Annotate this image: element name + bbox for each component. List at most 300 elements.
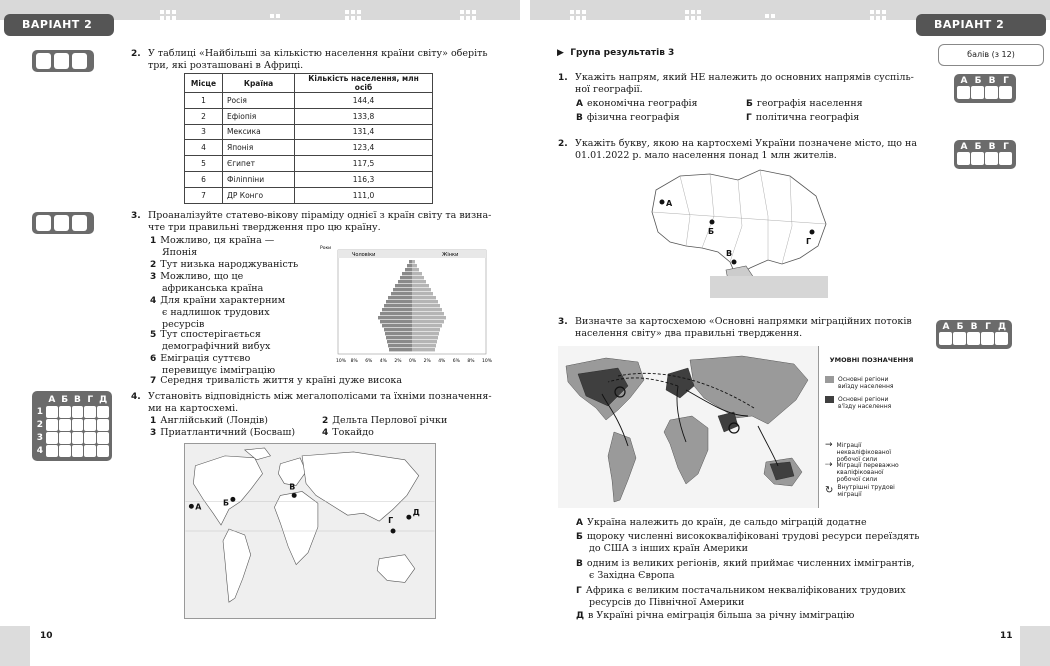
matrix-row-label: 3	[36, 433, 44, 443]
answer-box-q2	[32, 50, 94, 72]
option-text: Токайдо	[332, 427, 374, 438]
pyramid-bar	[400, 276, 412, 279]
question-2	[131, 48, 508, 72]
option-text: Англійський (Лондів)	[160, 415, 268, 426]
table-cell: 123,4	[295, 140, 433, 156]
r-q3-option-1	[576, 517, 867, 529]
answer-box-r-q2	[954, 140, 1016, 169]
table-row	[185, 156, 433, 172]
answer-column-label: А	[960, 76, 968, 86]
answer-cell[interactable]	[971, 86, 984, 99]
table-header: Місце	[185, 74, 223, 93]
q3-option-4	[150, 295, 285, 331]
answer-box-r-q3	[936, 320, 1012, 349]
pyramid-bar	[412, 336, 438, 339]
answer-cell[interactable]	[981, 332, 994, 345]
option-text: Тут спостерігається демографічний вибух	[160, 329, 271, 352]
matrix-row-label: 4	[36, 446, 44, 456]
answer-cell[interactable]	[84, 445, 96, 457]
pyramid-axis-title: Роки	[320, 246, 332, 251]
page-tab-right	[1020, 626, 1050, 666]
pyramid-bar	[412, 332, 439, 335]
legend-item	[825, 484, 913, 498]
map-label: В	[289, 482, 296, 492]
pyramid-tick-label: 8%	[350, 359, 358, 364]
map-marker	[810, 230, 815, 235]
answer-cell[interactable]	[72, 419, 84, 431]
question-text-line: чте три правильні твердження про цю країну.	[148, 222, 381, 233]
question-text-line: Укажіть букву, якою на картосхемі України позначене місто, що на	[575, 138, 917, 149]
pyramid-bar	[412, 268, 419, 271]
option-text: політична географія	[755, 112, 860, 123]
pyramid-bar	[412, 320, 444, 323]
option-letter: Д	[576, 611, 585, 621]
answer-cell[interactable]	[72, 53, 87, 69]
option-text: щороку численні висококваліфіковані трудові ресурси переїздять до США з інших країн Америки	[586, 531, 920, 554]
table-cell: 3	[185, 124, 223, 140]
answer-cell[interactable]	[971, 152, 984, 165]
option-text: Для країни характерним є надлишок трудових ресурсів	[160, 295, 286, 330]
answer-cell[interactable]	[84, 432, 96, 444]
matrix-row	[35, 432, 109, 444]
table-cell: Філіппіни	[223, 171, 295, 187]
table-cell: 5	[185, 156, 223, 172]
pyramid-bar	[405, 268, 412, 271]
q3-option-6	[150, 353, 275, 377]
matrix-column-label: Б	[61, 395, 69, 405]
answer-cell[interactable]	[54, 53, 69, 69]
pyramid-bar	[412, 296, 436, 299]
pyramid-right-label: Жінки	[442, 252, 459, 258]
question-text-line: ми на картосхемі.	[148, 403, 239, 414]
option-text: Дельта Перлової річки	[332, 415, 448, 426]
answer-column-label: В	[988, 76, 996, 86]
table-cell: Росія	[223, 93, 295, 109]
map-label: Б	[223, 498, 230, 508]
answer-cell[interactable]	[939, 332, 952, 345]
r-q1-option-a	[576, 98, 698, 110]
question-text-line: Укажіть напрям, який НЕ належить до основних напрямів суспіль-	[575, 72, 914, 83]
option-text: одним із великих регіонів, який приймає численних іммігрантів, є Західна Європа	[586, 558, 915, 581]
q4-option-3	[150, 427, 295, 439]
page-tab-left	[0, 626, 30, 666]
answer-cell[interactable]	[59, 419, 71, 431]
table-cell: 131,4	[295, 124, 433, 140]
option-text: Можливо, що це африканська країна	[160, 271, 264, 294]
arrow-right-icon: →	[825, 440, 833, 450]
answer-cell[interactable]	[72, 215, 87, 231]
pyramid-bar	[384, 328, 412, 331]
pyramid-bar	[412, 264, 417, 267]
legend-text: Основні регіони в'їзду населення	[838, 396, 892, 410]
answer-column-label: Б	[956, 322, 964, 332]
pixel-decoration	[460, 10, 476, 20]
matrix-row	[35, 419, 109, 431]
pyramid-tick-label: 4%	[379, 359, 387, 364]
answer-cell[interactable]	[46, 445, 58, 457]
table-cell: 6	[185, 171, 223, 187]
r-q3-option-5	[576, 610, 854, 622]
table-cell: 133,8	[295, 108, 433, 124]
answer-cell[interactable]	[72, 406, 84, 418]
score-box: балів (з 12)	[938, 44, 1044, 66]
table-cell: 117,5	[295, 156, 433, 172]
answer-column-label: В	[988, 142, 996, 152]
question-number: 3.	[131, 211, 141, 221]
answer-column-label: Б	[974, 142, 982, 152]
question-text-line: 01.01.2022 р. мало населення понад 1 млн жителів.	[575, 150, 837, 161]
table-cell: 1	[185, 93, 223, 109]
q3-option-7	[150, 375, 402, 387]
answer-box-r-q1	[954, 74, 1016, 103]
answer-cell[interactable]	[59, 445, 71, 457]
pyramid-tick-label: 6%	[365, 359, 373, 364]
legend-text: Основні регіони виїзду населення	[838, 376, 894, 390]
map-label: Д	[412, 508, 420, 518]
legend-item	[825, 396, 898, 410]
answer-column-label: А	[960, 142, 968, 152]
page-number-right: 11	[1000, 631, 1013, 641]
answer-cell[interactable]	[46, 406, 58, 418]
option-letter: Б	[576, 532, 583, 542]
question-text-line: У таблиці «Найбільші за кількістю населення країни світу» оберіть	[148, 48, 488, 59]
option-letter: Г	[576, 586, 582, 596]
pyramid-bar	[387, 340, 412, 343]
answer-column-label: Г	[1003, 76, 1009, 86]
option-number: 2	[322, 416, 329, 426]
pyramid-bar	[412, 308, 442, 311]
legend-swatch	[825, 396, 834, 403]
question-number: 2.	[558, 139, 568, 149]
pyramid-bar	[391, 292, 412, 295]
r-q3-option-2	[576, 531, 919, 555]
question-number: 1.	[558, 73, 568, 83]
question-3	[131, 210, 508, 234]
answer-cell[interactable]	[999, 86, 1012, 99]
question-text-line: Проаналізуйте статево-вікову піраміду однієї з країн світу та визна-	[148, 210, 492, 221]
option-text: Тут низька народжуваність	[160, 259, 299, 270]
answer-cell[interactable]	[97, 432, 109, 444]
ukraine-shape	[652, 170, 826, 276]
map-label: Г	[806, 237, 812, 246]
matrix-row	[35, 445, 109, 457]
table-cell: ДР Конго	[223, 187, 295, 203]
pyramid-bar	[402, 272, 412, 275]
answer-column-label: Г	[985, 322, 991, 332]
pyramid-tick-label: 10%	[336, 359, 347, 364]
q4-option-4	[322, 427, 374, 439]
right-question-3	[558, 316, 925, 340]
pyramid-bar	[412, 276, 424, 279]
option-text: Можливо, ця країна — Японія	[160, 235, 275, 258]
option-letter: Г	[746, 113, 752, 123]
pyramid-bar	[412, 288, 431, 291]
map-label: В	[726, 249, 733, 258]
question-number: 2.	[131, 49, 141, 59]
pyramid-bar	[412, 284, 429, 287]
matrix-row-label: 1	[36, 407, 44, 417]
pyramid-tick-label: 2%	[423, 359, 431, 364]
option-number: 5	[150, 330, 157, 340]
question-number: 3.	[558, 317, 568, 327]
pixel-decoration	[685, 10, 701, 20]
answer-cell[interactable]	[957, 86, 970, 99]
map-marker	[391, 529, 396, 534]
matrix-column-label: В	[74, 395, 81, 405]
answer-cell[interactable]	[985, 152, 998, 165]
legend-swatch	[825, 376, 834, 383]
pyramid-bar	[412, 328, 440, 331]
legend-item	[825, 462, 903, 483]
pyramid-bar	[412, 316, 446, 319]
variant-label-right: ВАРІАНТ 2	[916, 14, 1046, 36]
pyramid-tick-label: 4%	[438, 359, 446, 364]
option-letter: А	[576, 99, 583, 109]
question-text-line: три, які розташовані в Африці.	[148, 60, 304, 71]
pyramid-tick-label: 0%	[409, 359, 417, 364]
pyramid-bar	[412, 292, 433, 295]
migration-legend	[818, 346, 924, 508]
r-q3-option-3	[576, 558, 915, 582]
r-q1-option-g	[746, 112, 859, 124]
table-row	[185, 108, 433, 124]
pyramid-bar	[388, 296, 412, 299]
r-q3-option-4	[576, 585, 906, 609]
answer-cell[interactable]	[985, 86, 998, 99]
option-text: Еміграція суттєво перевищує імміграцію	[160, 353, 276, 376]
answer-cell[interactable]	[36, 215, 51, 231]
play-icon: ▶	[557, 48, 564, 58]
table-cell: Ефіопія	[223, 108, 295, 124]
table-cell: 4	[185, 140, 223, 156]
r-q1-option-b	[746, 98, 863, 110]
pyramid-bar	[395, 284, 412, 287]
q4-option-1	[150, 415, 268, 427]
q3-option-5	[150, 329, 270, 353]
pyramid-left-label: Чоловіки	[352, 252, 376, 258]
pixel-decoration	[345, 10, 361, 20]
answer-cell[interactable]	[953, 332, 966, 345]
map-label: А	[666, 199, 673, 208]
answer-cell[interactable]	[54, 215, 69, 231]
answer-cell[interactable]	[46, 419, 58, 431]
option-text: Африка є великим постачальником некваліфікованих трудових ресурсів до Північної Америки	[585, 585, 906, 608]
pyramid-bar	[393, 288, 412, 291]
option-number: 6	[150, 354, 157, 364]
answer-column-label: А	[942, 322, 950, 332]
right-question-2	[558, 138, 925, 162]
pyramid-bar	[386, 300, 412, 303]
pyramid-tick-label: 6%	[452, 359, 460, 364]
table-cell: 2	[185, 108, 223, 124]
answer-cell[interactable]	[59, 406, 71, 418]
matrix-column-label: Г	[87, 395, 94, 405]
legend-text: Міграції некваліфікованої робочої сили	[836, 442, 892, 463]
table-cell: 7	[185, 187, 223, 203]
option-letter: В	[576, 113, 583, 123]
dashed-arrow-icon: ⇢	[825, 460, 833, 470]
option-text: Приатлантичний (Босваш)	[160, 427, 296, 438]
answer-column-label: Б	[974, 76, 982, 86]
age-pyramid	[318, 244, 493, 366]
answer-matrix-q4	[32, 391, 112, 461]
pyramid-bar	[388, 344, 412, 347]
option-text: Середня тривалість життя у країні дуже висока	[160, 375, 403, 386]
option-number: 1	[150, 416, 157, 426]
group-title-text: Група результатів 3	[570, 48, 675, 58]
right-question-1	[558, 72, 925, 96]
pyramid-bar	[412, 324, 442, 327]
option-number: 2	[150, 260, 157, 270]
pixel-decoration	[870, 10, 886, 20]
pyramid-tick-label: 10%	[482, 359, 493, 364]
map-marker	[189, 504, 194, 509]
legend-item	[825, 376, 898, 390]
option-number: 3	[150, 428, 157, 438]
table-cell: Японія	[223, 140, 295, 156]
answer-cell[interactable]	[84, 419, 96, 431]
answer-column-label: В	[970, 322, 978, 332]
pyramid-tick-label: 8%	[467, 359, 475, 364]
legend-item	[825, 442, 903, 463]
answer-cell[interactable]	[967, 332, 980, 345]
pyramid-bar	[409, 260, 412, 263]
pyramid-bar	[412, 312, 444, 315]
pyramid-bar	[382, 324, 412, 327]
q3-option-3	[150, 271, 263, 295]
question-text-line: населення світу» два правильні твердження.	[575, 328, 803, 339]
r-q1-option-v	[576, 112, 680, 124]
question-text-line: Установіть відповідність між мегалополісами та їхніми позначення-	[148, 391, 492, 402]
answer-column-label: Г	[1003, 142, 1009, 152]
table-cell: 111,0	[295, 187, 433, 203]
answer-cell[interactable]	[97, 419, 109, 431]
answer-box-q3	[32, 212, 94, 234]
option-text: економічна географія	[586, 98, 698, 109]
pyramid-bar	[389, 348, 412, 351]
map-marker	[292, 493, 297, 498]
pixel-decoration	[270, 14, 280, 24]
table-row	[185, 171, 433, 187]
table-row	[185, 187, 433, 203]
option-text: фізична географія	[586, 112, 680, 123]
answer-cell[interactable]	[999, 152, 1012, 165]
table-header: Країна	[223, 74, 295, 93]
pyramid-bar	[398, 280, 412, 283]
migration-map	[558, 346, 820, 508]
variant-label-left: ВАРІАНТ 2	[4, 14, 114, 36]
pyramid-bar	[412, 272, 422, 275]
page-number-left: 10	[40, 631, 53, 641]
circular-arrow-icon: ↻	[825, 485, 834, 496]
option-letter: В	[576, 559, 583, 569]
answer-cell[interactable]	[97, 445, 109, 457]
question-4	[131, 391, 508, 415]
question-text-line: Визначте за картосхемою «Основні напрямки міграційних потоків	[575, 316, 912, 327]
pyramid-bar	[385, 332, 412, 335]
matrix-column-label: Д	[99, 395, 108, 405]
table-row	[185, 124, 433, 140]
pyramid-bar	[412, 300, 438, 303]
population-table	[184, 73, 433, 204]
table-header: Кількість населення, млн осіб	[295, 74, 433, 93]
pyramid-bar	[382, 308, 412, 311]
pyramid-bar	[407, 264, 412, 267]
option-text: в Україні річна еміграція більша за річну імміграцію	[588, 610, 855, 621]
map-marker	[732, 260, 737, 265]
option-number: 4	[150, 296, 157, 306]
answer-cell[interactable]	[59, 432, 71, 444]
option-number: 1	[150, 236, 157, 246]
pixel-decoration	[765, 14, 775, 24]
answer-cell[interactable]	[46, 432, 58, 444]
q4-option-2	[322, 415, 447, 427]
option-text: географія населення	[756, 98, 863, 109]
pyramid-bar	[412, 304, 440, 307]
map-marker	[710, 220, 715, 225]
question-number: 4.	[131, 392, 141, 402]
pyramid-tick-label: 2%	[394, 359, 402, 364]
answer-cell[interactable]	[72, 445, 84, 457]
table-cell: 144,4	[295, 93, 433, 109]
table-row	[185, 140, 433, 156]
table-row	[185, 93, 433, 109]
pyramid-bar	[412, 344, 436, 347]
group-title	[557, 48, 674, 58]
q3-option-2	[150, 259, 298, 271]
answer-cell[interactable]	[36, 53, 51, 69]
pyramid-bar	[386, 336, 412, 339]
pyramid-bar	[380, 312, 412, 315]
table-cell: Єгипет	[223, 156, 295, 172]
legend-text: Внутрішні трудові міграції	[837, 484, 895, 498]
pyramid-bar	[380, 320, 412, 323]
answer-cell[interactable]	[84, 406, 96, 418]
option-letter: Б	[746, 99, 753, 109]
answer-cell[interactable]	[995, 332, 1008, 345]
map-marker	[660, 200, 665, 205]
answer-cell[interactable]	[72, 432, 84, 444]
table-cell: Мексика	[223, 124, 295, 140]
option-number: 3	[150, 272, 157, 282]
table-cell: 116,3	[295, 171, 433, 187]
option-number: 4	[322, 428, 329, 438]
map-marker	[406, 515, 411, 520]
world-map-megalopolises	[184, 443, 436, 619]
legend-title: УМОВНІ ПОЗНАЧЕННЯ	[829, 356, 914, 364]
pyramid-bar	[412, 340, 437, 343]
map-marker	[230, 497, 235, 502]
option-letter: А	[576, 518, 583, 528]
answer-cell[interactable]	[97, 406, 109, 418]
pyramid-bar	[412, 280, 426, 283]
ukraine-map	[650, 166, 828, 298]
matrix-column-label: А	[48, 395, 56, 405]
q3-option-1	[150, 235, 274, 259]
question-text-line: ної географії.	[575, 84, 643, 95]
pixel-decoration	[160, 10, 176, 20]
map-label: Г	[388, 516, 394, 526]
legend-text: Міграції переважно кваліфікованої робочої сили	[836, 462, 899, 483]
option-text: Україна належить до країн, де сальдо міграцій додатне	[586, 517, 867, 528]
map-label: Б	[708, 227, 715, 236]
black-sea-shape	[710, 276, 828, 298]
pixel-decoration	[570, 10, 586, 20]
answer-cell[interactable]	[957, 152, 970, 165]
matrix-row-label: 2	[36, 420, 44, 430]
answer-column-label: Д	[997, 322, 1006, 332]
option-number: 7	[150, 376, 157, 386]
